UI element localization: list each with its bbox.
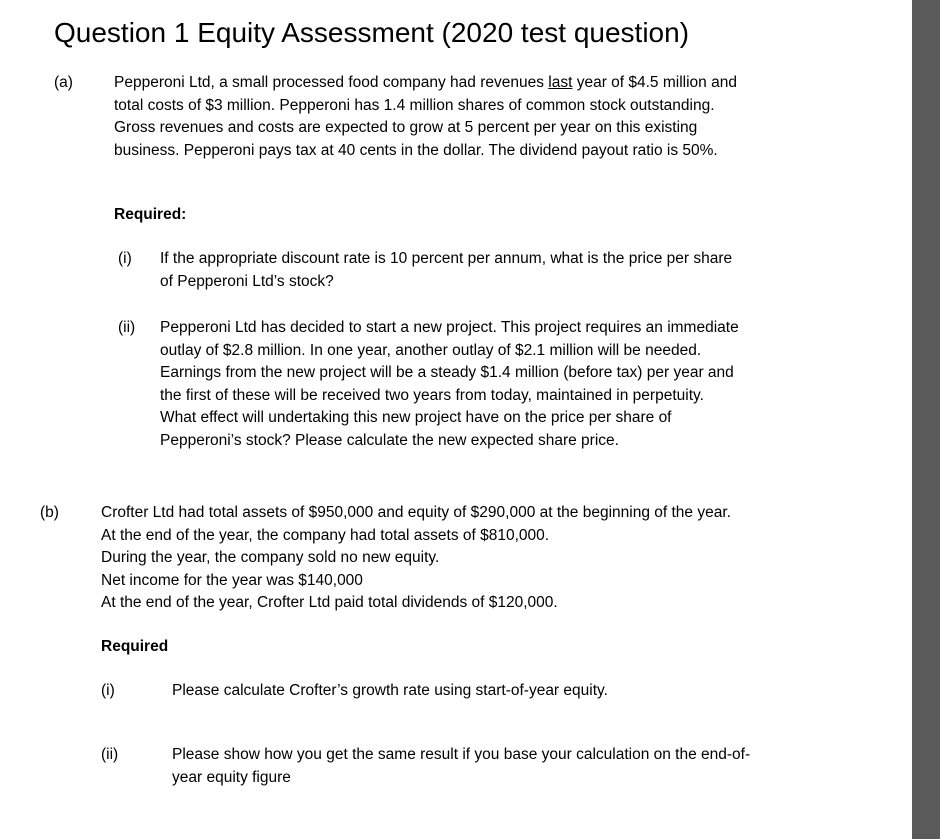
part-a-i-line: If the appropriate discount rate is 10 percent per annum, what is the price per share — [160, 250, 733, 267]
part-b-ii-line: year equity figure — [172, 768, 291, 786]
part-a-required-heading: Required: — [114, 206, 187, 223]
part-a-intro-line: business. Pepperoni pays tax at 40 cents in the dollar. The dividend payout ratio is 50%. — [114, 141, 718, 159]
part-b-required-heading: Required — [101, 638, 169, 655]
part-a-intro-text: year of $4.5 million and — [572, 74, 737, 91]
part-a-ii-line: Earnings from the new project will be a steady $1.4 million (before tax) per year and — [160, 364, 734, 381]
page-title: Question 1 Equity Assessment (2020 test question) — [54, 17, 690, 48]
part-a-intro-line-1 — [114, 72, 737, 95]
part-b-i-line: Please calculate Crofter’s growth rate using start-of-year equity. — [172, 682, 608, 699]
part-b-ii-line: Please show how you get the same result if you base your calculation on the end-of- — [172, 746, 751, 763]
part-a-ii-text — [160, 317, 739, 452]
part-a-ii-label: (ii) — [118, 319, 136, 336]
part-a-i-line: of Pepperoni Ltd’s stock? — [160, 272, 334, 290]
part-b-intro-line: Net income for the year was $140,000 — [101, 571, 363, 589]
part-b-intro-line: During the year, the company sold no new equity. — [101, 549, 440, 566]
part-b-i-label: (i) — [101, 682, 115, 699]
viewer-scrollbar[interactable] — [912, 0, 940, 839]
part-b-intro — [101, 502, 731, 615]
part-a-ii-line: What effect will undertaking this new project have on the price per share of — [160, 409, 672, 426]
part-a-ii-line: the first of these will be received two years from today, maintained in perpetuity. — [160, 386, 704, 404]
part-a-ii-line: outlay of $2.8 million. In one year, another outlay of $2.1 million will be needed. — [160, 341, 702, 359]
part-a-ii-line: Pepperoni Ltd has decided to start a new project. This project requires an immediate — [160, 319, 739, 336]
part-b-ii-text — [172, 744, 750, 789]
part-b-intro-line: Crofter Ltd had total assets of $950,000 and equity of $290,000 at the beginning of the year. — [101, 504, 731, 521]
part-a-intro-line: total costs of $3 million. Pepperoni has 1.4 million shares of common stock outstanding. — [114, 96, 715, 114]
part-b-i-text — [172, 680, 608, 703]
part-b-ii-label: (ii) — [101, 746, 119, 763]
part-a-intro-text: Pepperoni Ltd, a small processed food company had revenues — [114, 74, 549, 91]
part-b-label: (b) — [40, 504, 59, 521]
part-b-intro-line: At the end of the year, the company had total assets of $810,000. — [101, 526, 550, 544]
underlined-word: last — [548, 74, 573, 91]
part-b-intro-line: At the end of the year, Crofter Ltd paid total dividends of $120,000. — [101, 594, 558, 611]
part-a-i-label: (i) — [118, 250, 132, 267]
part-a-i-text — [160, 248, 732, 293]
part-a-intro-line: Gross revenues and costs are expected to grow at 5 percent per year on this existing — [114, 119, 698, 136]
part-a-label: (a) — [54, 74, 73, 91]
part-a-ii-line: Pepperoni’s stock? Please calculate the new expected share price. — [160, 431, 619, 449]
part-a-intro — [114, 72, 737, 162]
